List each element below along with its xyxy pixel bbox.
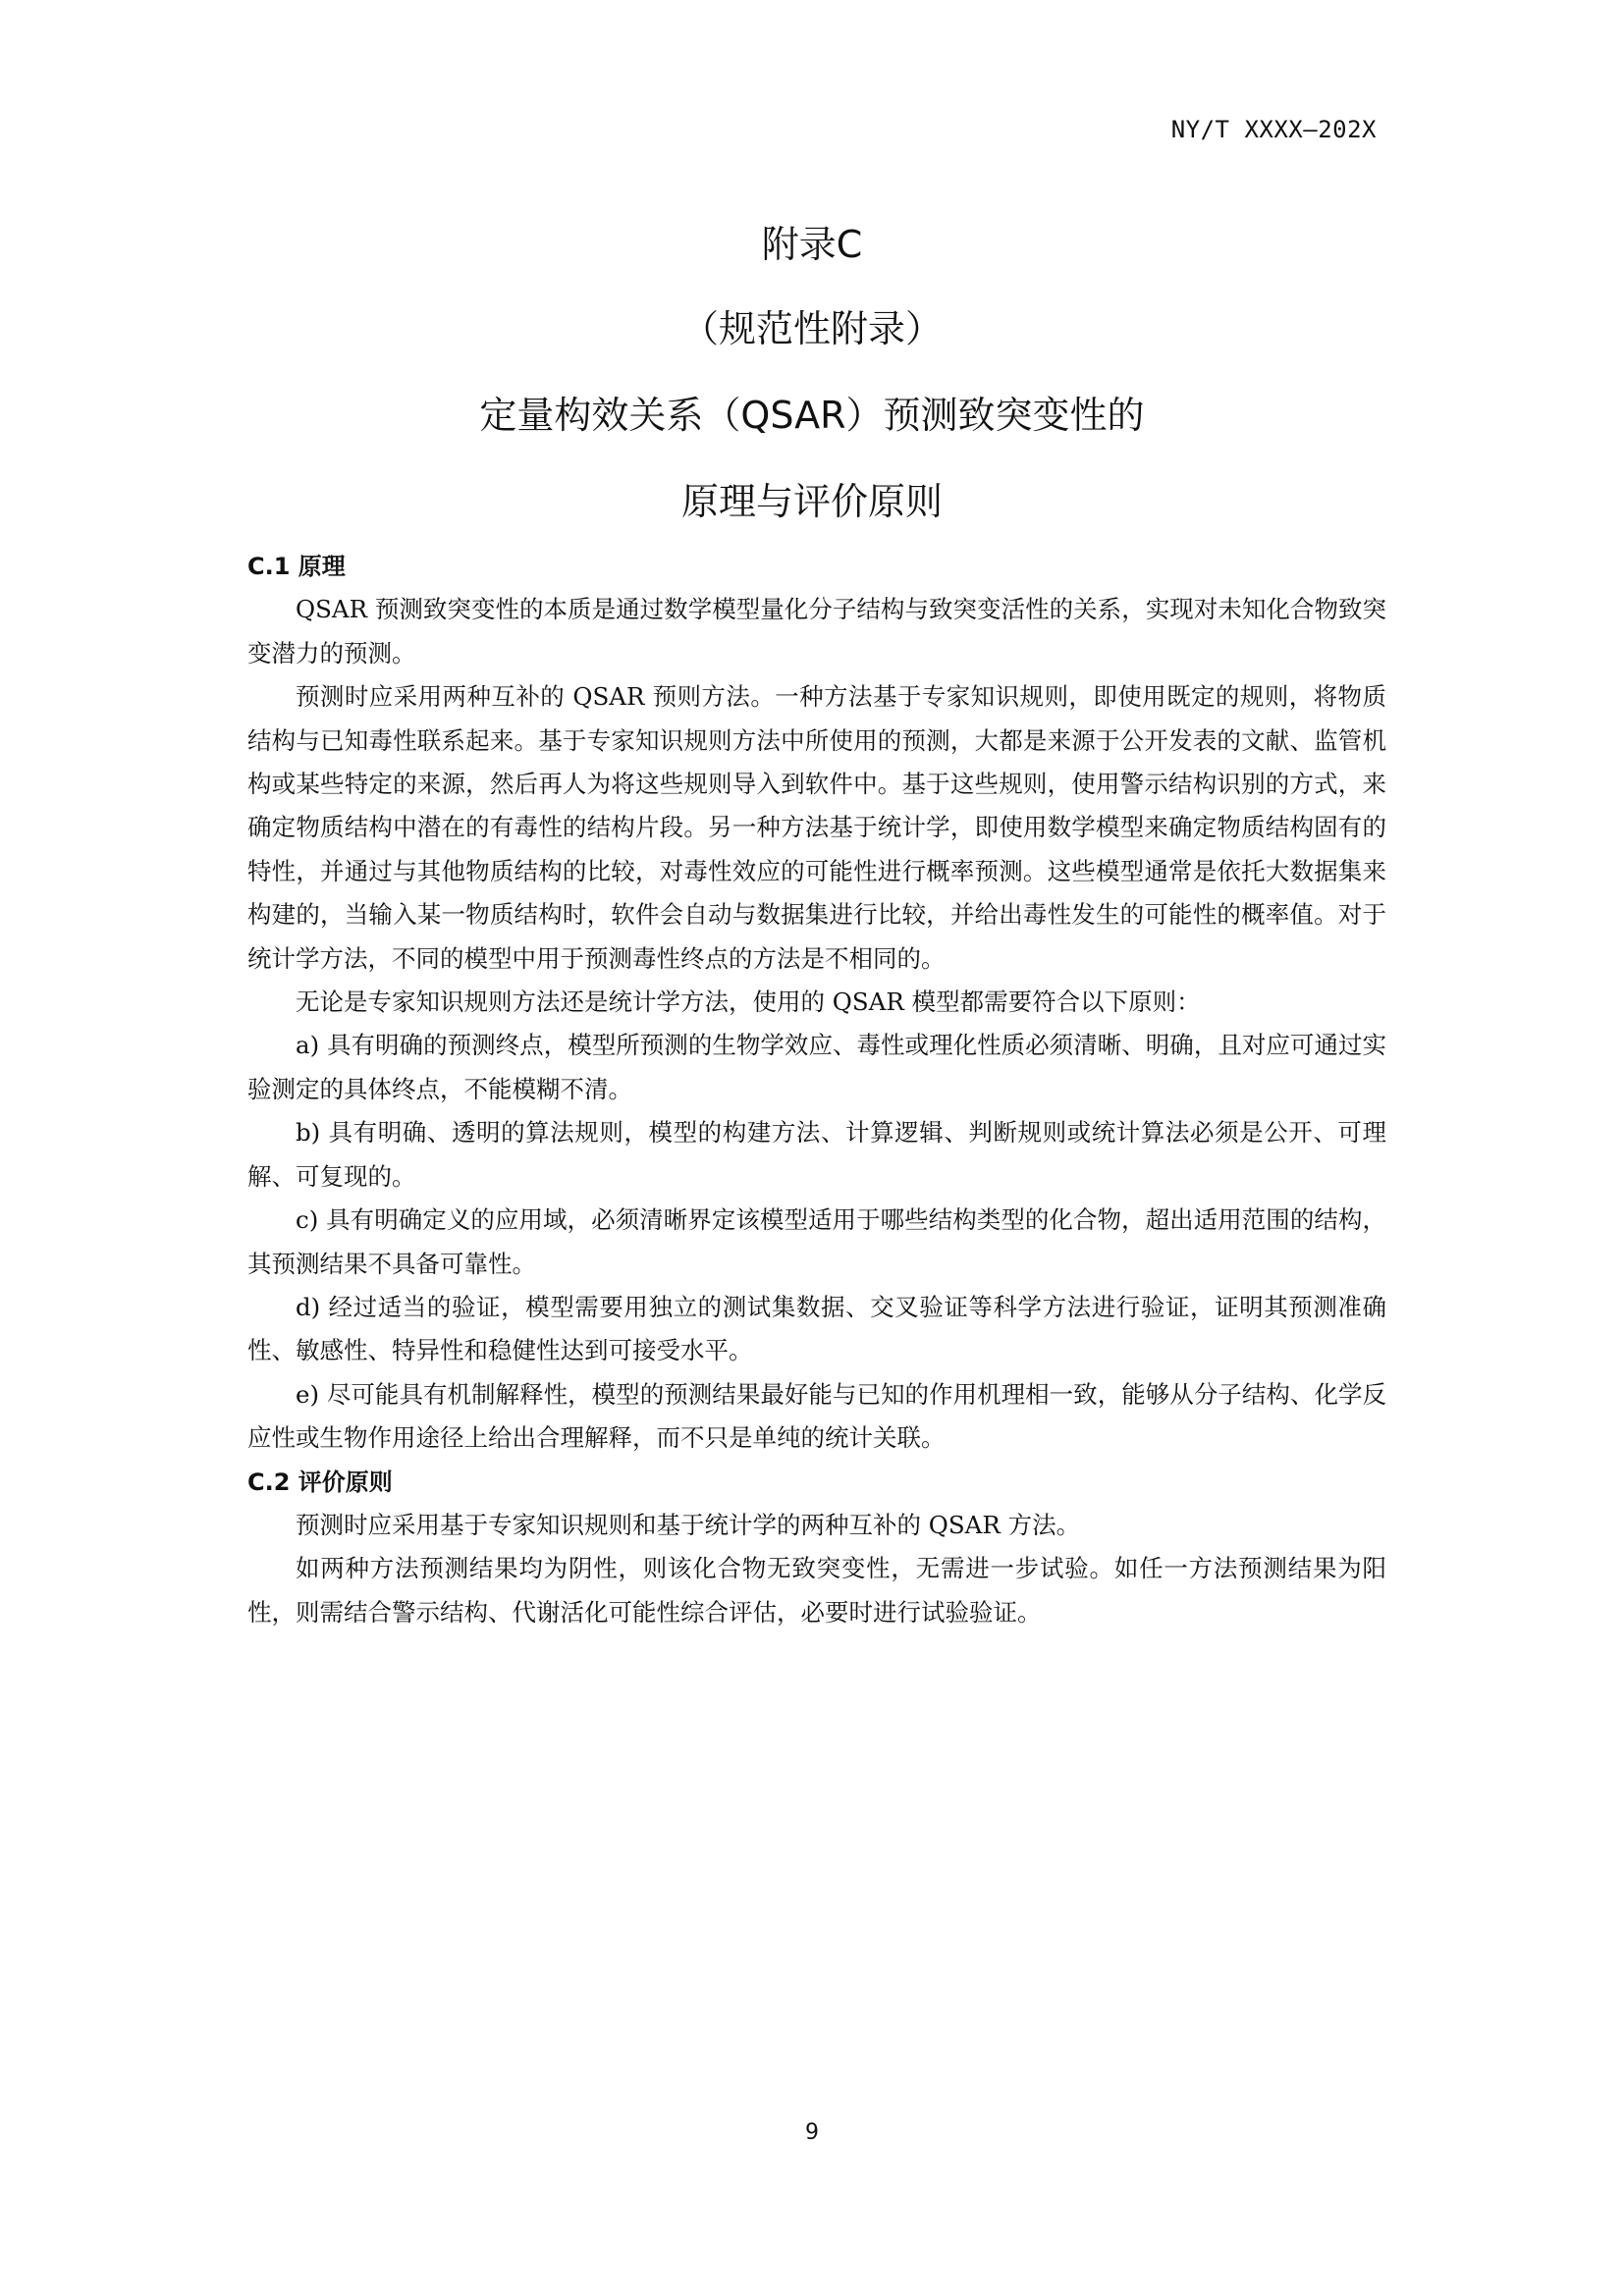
section-heading: C.2 评价原则 bbox=[247, 1468, 393, 1496]
paragraph: 预测时应采用两种互补的 QSAR 预则方法。一种方法基于专家知识规则，即使用既定的规则，将物质结构与已知毒性联系起来。基于专家知识规则方法中所使用的预测，大都是来源于公开发表的文献、监管机构或某些特定的来源，然后再人为将这些规则导入到软件中。基于这些规则，使用警示结构识别的方式，来确定物质结构中潜在的有毒性的结构片段。另一种方法基于统计学，即使用数学模型来确定物质结构固有的特性，并通过与其他物质结构的比较，对毒性效应的可能性进行概率预测。这些模型通常是依托大数据集来构建的，当输入某一物质结构时，软件会自动与数据集进行比较，并给出毒性发生的可能性的概率值。对于统计学方法，不同的模型中用于预测毒性终点的方法是不相同的。 bbox=[247, 682, 1386, 973]
list-item-a: a) 具有明确的预测终点，模型所预测的生物学效应、毒性或理化性质必须清晰、明确，且对应可通过实验测定的具体终点，不能模糊不清。 bbox=[247, 1031, 1386, 1103]
appendix-type: （规范性附录） bbox=[680, 307, 943, 350]
paragraph: 无论是专家知识规则方法还是统计学方法，使用的 QSAR 模型都需要符合以下原则： bbox=[296, 988, 1201, 1017]
list-item-c: c) 具有明确定义的应用域，必须清晰界定该模型适用于哪些结构类型的化合物，超出适用范围的结构，其预测结果不具备可靠性。 bbox=[247, 1205, 1386, 1278]
appendix-title-line-2: 原理与评价原则 bbox=[680, 480, 943, 523]
paragraph: 如两种方法预测结果均为阴性，则该化合物无致突变性，无需进一步试验。如任一方法预测结果为阳性，则需结合警示结构、代谢活化可能性综合评估，必要时进行试验验证。 bbox=[247, 1554, 1386, 1627]
page-number: 9 bbox=[805, 2120, 819, 2145]
section-heading: C.1 原理 bbox=[247, 553, 346, 580]
section-c1 bbox=[247, 545, 1386, 1461]
list-item-e: e) 尽可能具有机制解释性，模型的预测结果最好能与已知的作用机理相一致，能够从分子结构、化学反应性或生物作用途径上给出合理解释，而不只是单纯的统计关联。 bbox=[247, 1379, 1386, 1453]
standard-code: NY/T XXXX—202X bbox=[1170, 116, 1377, 143]
body-content bbox=[247, 545, 1386, 1634]
list-item-d: d) 经过适当的验证，模型需要用独立的测试集数据、交叉验证等科学方法进行验证，证明其预测准确性、敏感性、特异性和稳健性达到可接受水平。 bbox=[247, 1292, 1386, 1365]
appendix-label: 附录C bbox=[761, 223, 863, 266]
section-c2 bbox=[247, 1461, 1386, 1635]
appendix-title-line-1: 定量构效关系（QSAR）预测致突变性的 bbox=[479, 394, 1145, 437]
paragraph: 预测时应采用基于专家知识规则和基于统计学的两种互补的 QSAR 方法。 bbox=[296, 1510, 1081, 1539]
list-item-b: b) 具有明确、透明的算法规则，模型的构建方法、计算逻辑、判断规则或统计算法必须是公开、可理解、可复现的。 bbox=[247, 1118, 1386, 1191]
paragraph: QSAR 预测致突变性的本质是通过数学模型量化分子结构与致突变活性的关系，实现对未知化合物致突变潜力的预测。 bbox=[247, 595, 1386, 667]
